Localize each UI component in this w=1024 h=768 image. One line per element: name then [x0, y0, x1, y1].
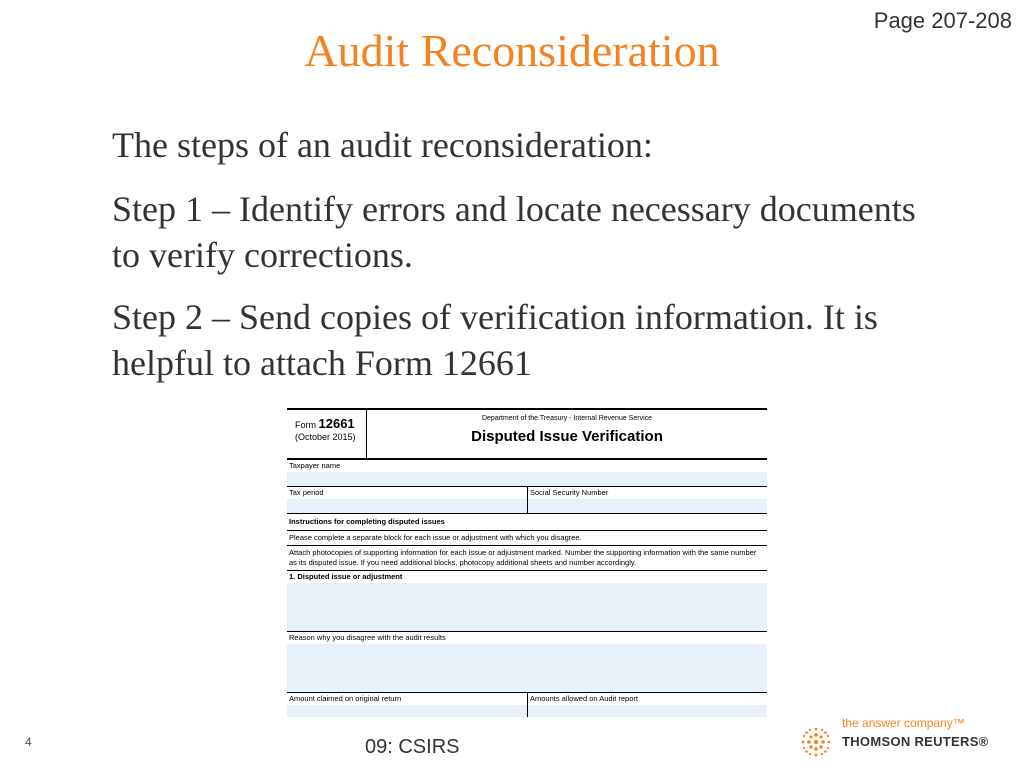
tax-period-field [287, 499, 527, 513]
form-12661-image [287, 408, 767, 713]
amount-claimed-label: Amount claimed on original return [287, 693, 527, 705]
tax-period-label: Tax period [287, 487, 527, 499]
disputed-issue-field [287, 583, 767, 631]
amounts-allowed-label: Amounts allowed on Audit report [528, 693, 767, 705]
step-1-text: Step 1 – Identify errors and locate necessary documents to verify corrections. [112, 189, 916, 275]
instructions-header-row [287, 514, 767, 531]
amounts-allowed-cell [528, 693, 767, 717]
form-date: (October 2015) [295, 432, 356, 442]
brand-tagline: the answer company™ [842, 716, 965, 730]
reason-field [287, 644, 767, 692]
tax-period-row [287, 487, 767, 514]
slide-number: 4 [25, 735, 32, 749]
amounts-row [287, 693, 767, 717]
form-title: Disputed Issue Verification [471, 428, 663, 445]
amount-claimed-cell [287, 693, 528, 717]
taxpayer-name-field [287, 472, 767, 486]
thomson-reuters-brand [800, 716, 1010, 760]
form-heading [367, 410, 767, 458]
thomson-reuters-logo-icon [800, 726, 832, 758]
footer-text: 09: CSIRS [365, 736, 460, 758]
instruction-1: Please complete a separate block for each issue or adjustment with which you disagree. [287, 531, 767, 545]
instruction-2-row [287, 546, 767, 571]
ssn-label: Social Security Number [528, 487, 767, 499]
reason-label: Reason why you disagree with the audit results [287, 632, 767, 644]
form-department: Department of the Treasury - Internal Revenue Service [481, 415, 653, 422]
disputed-issue-row [287, 571, 767, 632]
reason-row [287, 632, 767, 693]
ssn-cell [528, 487, 767, 513]
step-2-text: Step 2 – Send copies of verification information. It is helpful to attach Form 12661 [112, 297, 878, 383]
tax-period-cell [287, 487, 528, 513]
instructions-header: Instructions for completing disputed issues [287, 514, 767, 530]
brand-name: THOMSON REUTERS® [842, 734, 989, 749]
ssn-field [528, 499, 767, 513]
form-number: 12661 [318, 416, 355, 431]
instruction-1-row [287, 531, 767, 546]
amount-claimed-field [287, 705, 527, 717]
taxpayer-name-label: Taxpayer name [287, 460, 767, 472]
intro-text: The steps of an audit reconsideration: [112, 125, 653, 165]
disputed-issue-label: 1. Disputed issue or adjustment [287, 571, 767, 583]
form-identifier [287, 410, 367, 458]
instruction-2: Attach photocopies of supporting information for each issue or adjustment marked. Number the supporting information with the same number as its disputed issue. If you need additional blocks, photocopy additional sheets and number accordingly. [287, 546, 767, 570]
form-label: Form [295, 420, 316, 430]
form-header [287, 410, 767, 460]
taxpayer-name-row [287, 460, 767, 487]
slide-title: Audit Reconsideration [304, 25, 720, 76]
amounts-allowed-field [528, 705, 767, 717]
page-reference: Page 207-208 [873, 8, 1012, 33]
